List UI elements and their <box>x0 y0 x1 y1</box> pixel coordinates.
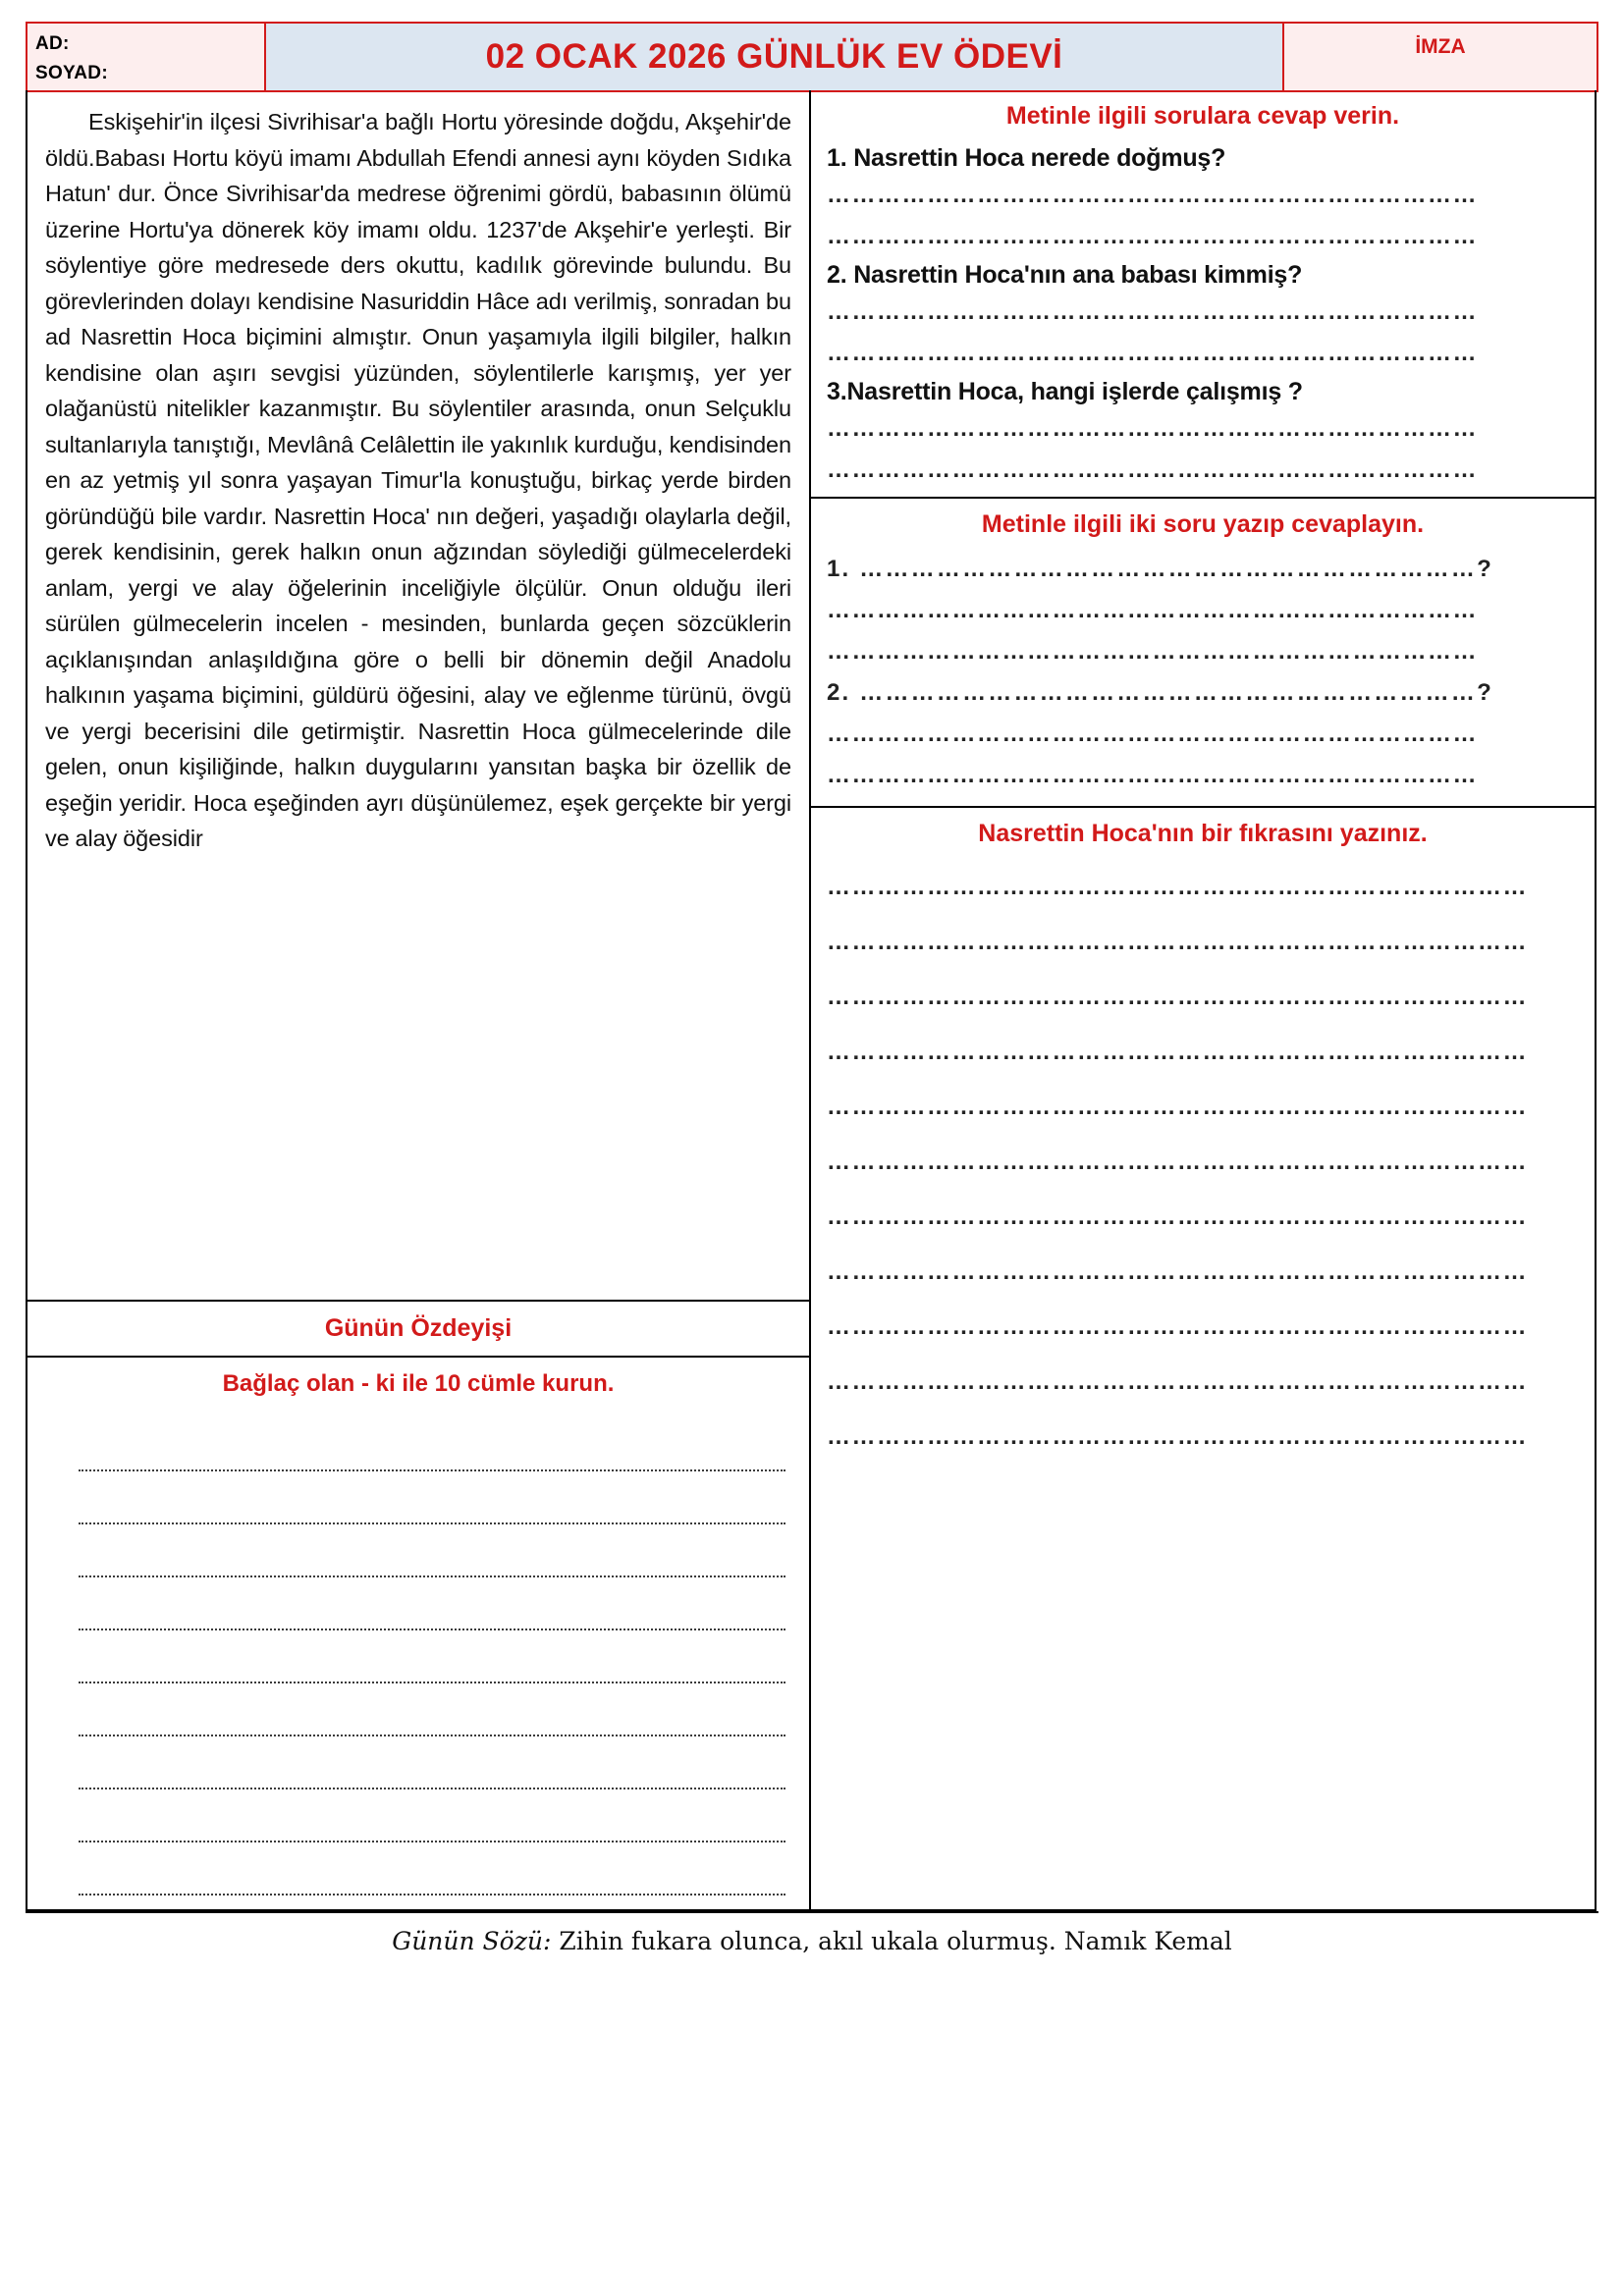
write-question-1-prompt[interactable]: 1. ………………………………………………………………? <box>827 556 1493 582</box>
page-title: 02 OCAK 2026 GÜNLÜK EV ÖDEVİ <box>266 24 1284 90</box>
answer-line[interactable] <box>79 1526 785 1577</box>
answer-line[interactable]: ………………………………………………………………………… <box>827 984 1528 1010</box>
surname-label: SOYAD: <box>35 63 108 83</box>
answer-line[interactable]: …………………………………………………………………… <box>827 721 1478 747</box>
student-name-field[interactable] <box>27 24 266 90</box>
answer-line[interactable]: ………………………………………………………………………… <box>827 1258 1528 1285</box>
answer-line[interactable] <box>79 1685 785 1736</box>
aphorism-title: Günün Özdeyişi <box>27 1300 809 1356</box>
answer-line[interactable]: …………………………………………………………………… <box>827 223 1478 249</box>
footer-quote-label: Günün Sözü: <box>392 1927 552 1955</box>
answer-line[interactable]: …………………………………………………………………… <box>827 415 1478 442</box>
questions-section-title: Metinle ilgili sorulara cevap verin. <box>1005 102 1400 130</box>
question-1: 1. Nasrettin Hoca nerede doğmuş? <box>827 144 1226 172</box>
story-section <box>811 808 1595 1468</box>
answer-line[interactable]: ………………………………………………………………………… <box>827 1313 1528 1340</box>
answer-line[interactable]: …………………………………………………………………… <box>827 340 1478 366</box>
answer-line[interactable] <box>79 1632 785 1683</box>
signature-field[interactable]: İMZA <box>1284 24 1597 90</box>
footer-quote-text: Zihin fukara olunca, akıl ukala olurmuş. Namık Kemal <box>559 1927 1232 1955</box>
name-label: AD: <box>35 33 70 54</box>
answer-line[interactable]: …………………………………………………………………… <box>827 638 1478 665</box>
answer-line[interactable]: ………………………………………………………………………… <box>827 929 1528 955</box>
write-questions-section-title: Metinle ilgili iki soru yazıp cevaplayın. <box>981 510 1425 538</box>
worksheet-body <box>26 90 1598 1911</box>
answer-line[interactable]: ………………………………………………………………………… <box>827 1203 1528 1230</box>
answer-line[interactable] <box>79 1420 785 1471</box>
answer-line[interactable]: …………………………………………………………………… <box>827 762 1478 788</box>
right-column <box>809 90 1597 1911</box>
answer-line[interactable]: ………………………………………………………………………… <box>827 1039 1528 1065</box>
story-section-title: Nasrettin Hoca'nın bir fıkrasını yazınız. <box>978 820 1428 847</box>
answer-line[interactable] <box>79 1844 785 1896</box>
answer-line[interactable]: ………………………………………………………………………… <box>827 1094 1528 1120</box>
answer-line[interactable]: ………………………………………………………………………… <box>827 1148 1528 1175</box>
reading-passage <box>27 90 809 1300</box>
questions-section <box>811 90 1595 499</box>
answer-line[interactable]: …………………………………………………………………… <box>827 298 1478 325</box>
write-question-2-prompt[interactable]: 2. ………………………………………………………………? <box>827 679 1493 706</box>
conjunction-answer-lines[interactable] <box>27 1411 809 1909</box>
answer-line[interactable]: …………………………………………………………………… <box>827 597 1478 623</box>
answer-line[interactable] <box>79 1791 785 1842</box>
reading-passage-text: Eskişehir'in ilçesi Sivrihisar'a bağlı Hortu yöresinde doğdu, Akşehir'de öldü.Babası Hortu köyü imamı Abdullah Efendi annesi aynı köyden Sıdıka Hatun' dur. Önce Sivrihisar'da medrese öğrenimi gördü, babasının ölümü üzerine Hortu'ya dönerek köy imamı oldu. 1237'de Akşehir'e yerleşti. Bir söylentiye göre medresede ders okuttu, kadılık görevinde bulundu. Bu görevlerinden dolayı kendisine Nasuriddin Hâce adı verilmiş, sonradan bu ad Nasrettin Hoca biçimini almıştır. Onun yaşamıyla ilgili bilgiler, halkın kendisine olan aşırı sevgisi yüzünden, söylentilerle karışmış, yer yer olağanüstü nitelikler kazanmıştır. Bu söylentiler arasında, onun Selçuklu sultanlarıyla tanıştığı, Mevlânâ Celâlettin ile yakınlık kurduğu, kendisinden en az yetmiş yıl sonra yaşayan Timur'la konuştuğu, birkaç yerde birden göründüğü bile vardır. Nasrettin Hoca' nın değeri, yaşadığı olaylarla değil, gerek kendisinin, gerek halkın onun ağzından söylediği gülmecelerdeki anlam, yergi ve alay öğelerinin inceliğiyle ölçülür. Onun olduğu ileri sürülen gülmecelerin incelen - mesinden, bunlarda geçen sözcüklerin açıklanışından anlaşıldığına göre o belli bir dönemin değil Anadolu halkının yaşama biçimini, güldürü öğesini, alay ve eğlenme türünü, övgü ve yergi becerisini dile getirmiştir. Nasrettin Hoca gülmecelerinde dile gelen, onun kişiliğinde, halkın duygularını yansıtan başka bir özellik de eşeğin yeridir. Hoca eşeğinden ayrı düşünülemez, eşek gerçekte bir yergi ve alay öğesidir <box>45 109 791 851</box>
answer-line[interactable] <box>79 1738 785 1789</box>
answer-line[interactable]: ………………………………………………………………………… <box>827 1423 1528 1450</box>
conjunction-exercise-title: Bağlaç olan - ki ile 10 cümle kurun. <box>27 1356 809 1411</box>
write-questions-section <box>811 499 1595 808</box>
question-2: 2. Nasrettin Hoca'nın ana babası kimmiş? <box>827 261 1303 289</box>
answer-line[interactable] <box>79 1579 785 1630</box>
left-column <box>26 90 811 1911</box>
answer-line[interactable]: …………………………………………………………………… <box>827 456 1478 483</box>
answer-line[interactable]: ………………………………………………………………………… <box>827 874 1528 900</box>
story-answer-lines[interactable] <box>811 858 1595 1465</box>
answer-line[interactable] <box>79 1473 785 1524</box>
answer-line[interactable]: ………………………………………………………………………… <box>827 1368 1528 1395</box>
worksheet-header <box>26 22 1598 92</box>
footer-quote <box>26 1911 1598 1955</box>
answer-line[interactable]: …………………………………………………………………… <box>827 182 1478 208</box>
question-3: 3.Nasrettin Hoca, hangi işlerde çalışmış ? <box>827 378 1303 405</box>
